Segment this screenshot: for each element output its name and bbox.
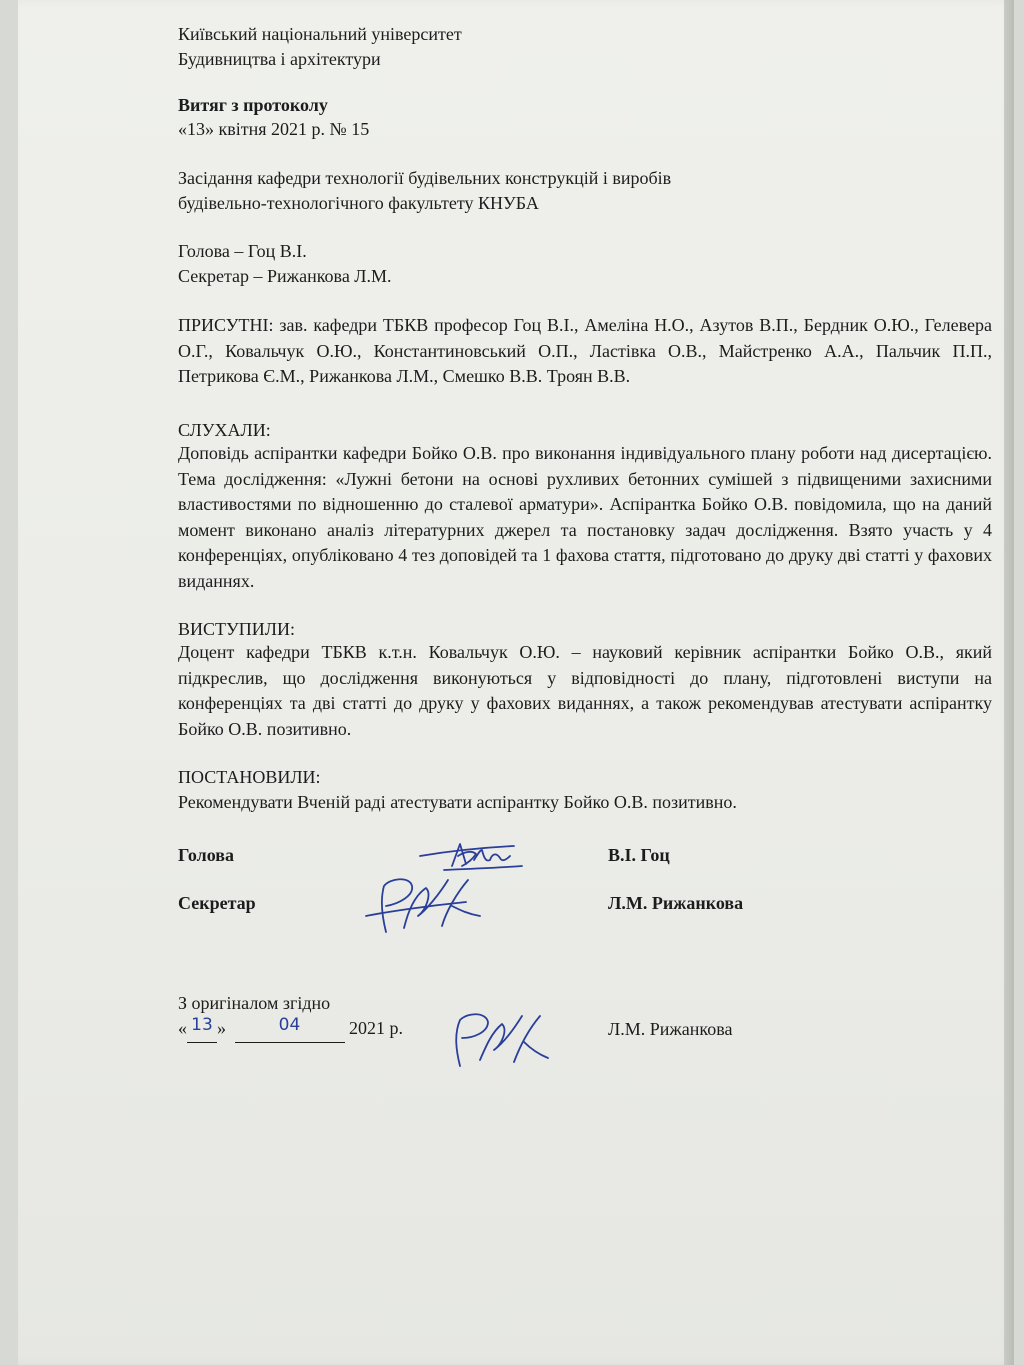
secretary-line: Секретар – Рижанкова Л.М. <box>178 266 392 286</box>
resolved-text: Рекомендувати Вченій раді атестувати аспірантку Бойко О.В. позитивно. <box>178 792 737 812</box>
spoke-paragraph: Доцент кафедри ТБКВ к.т.н. Ковальчук О.Ю. – науковий керівник аспірантки Бойко О.В., який підкреслив, що дослідження виконуються у відповідності до плану, підготовлені виступи на конференціях та дві статті до друку у фахових виданнях, а також рекомендував атестувати аспірантку Бойко О.В. позитивно. <box>178 642 992 739</box>
heard-heading: СЛУХАЛИ: <box>178 420 271 440</box>
meeting-line-2: будівельно-технологічного факультету КНУБА <box>178 193 539 213</box>
date-close-quote: » <box>217 1018 226 1038</box>
chair-signature-name: В.І. Гоц <box>608 845 670 865</box>
university-line-1: Київський національний університет <box>178 24 462 44</box>
document-sheet <box>18 0 1014 1365</box>
date-open-quote: « <box>178 1018 187 1038</box>
certification-handwritten-signature <box>436 1004 556 1079</box>
date-day-field <box>187 1016 217 1043</box>
paper-edge <box>1004 0 1014 1365</box>
secretary-signature-label: Секретар <box>178 893 256 913</box>
protocol-date-number: «13» квітня 2021 р. № 15 <box>178 119 370 139</box>
secretary-signature-name: Л.М. Рижанкова <box>608 893 744 913</box>
heard-paragraph: Доповідь аспірантки кафедри Бойко О.В. про виконання індивідуального плану роботи над дисертацією. Тема дослідження: «Лужні бетони на основі рухливих бетонних сумішей з підвищеними захисними властивостями по відношенню до сталевої арматури». Аспірантка Бойко О.В. повідомила, що на даний момент виконано аналіз літературних джерел та постановку задач дослідження. Взято участь у 4 конференціях, опубліковано 4 тез доповідей та 1 фахова стаття, підготовано до друку дві статті у фахових виданнях. <box>178 443 992 591</box>
spoke-heading: ВИСТУПИЛИ: <box>178 619 295 639</box>
date-month-field <box>235 1016 345 1043</box>
chair-line: Голова – Гоц В.І. <box>178 241 307 261</box>
resolved-heading: ПОСТАНОВИЛИ: <box>178 767 321 787</box>
secretary-handwritten-signature <box>356 866 486 951</box>
certification-name: Л.М. Рижанкова <box>608 1019 733 1039</box>
date-year: 2021 р. <box>349 1018 403 1038</box>
university-line-2: Будивництва і архітектури <box>178 49 381 69</box>
present-paragraph: ПРИСУТНІ: зав. кафедри ТБКВ професор Гоц В.І., Амеліна Н.О., Азутов В.П., Бердник О.Ю., Гелевера О.Г., Ковальчук О.Ю., Константиновський О.П., Ластівка О.В., Майстренко А.А., Пальчик П.П., Петрикова Є.М., Рижанкова Л.М., Смешко В.В. Троян В.В. <box>178 315 992 386</box>
meeting-line-1: Засідання кафедри технології будівельних конструкцій і виробів <box>178 168 672 188</box>
date-day-handwritten: 13 <box>191 1015 213 1035</box>
certification-date <box>178 1016 403 1043</box>
protocol-title: Витяг з протоколу <box>178 95 328 115</box>
chair-signature-label: Голова <box>178 845 235 865</box>
certification-line: З оригіналом згідно <box>178 993 331 1013</box>
date-month-handwritten: 04 <box>278 1015 301 1035</box>
